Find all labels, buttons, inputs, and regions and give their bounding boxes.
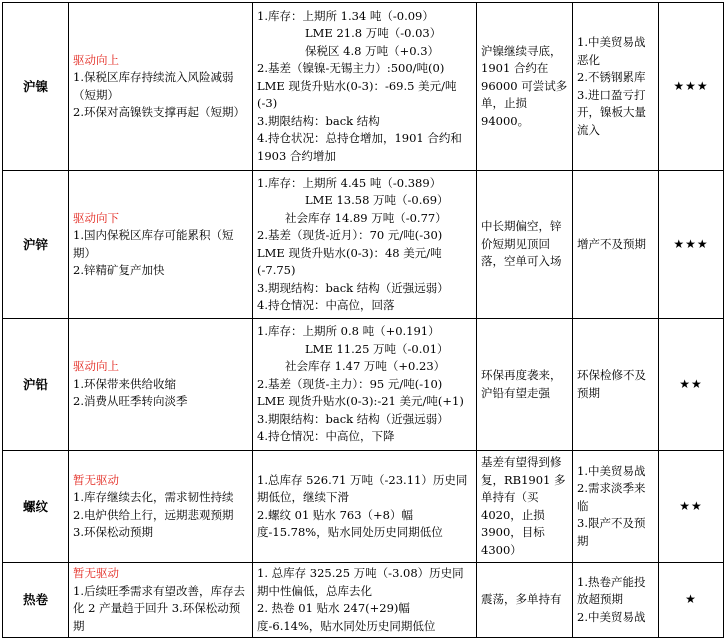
logic-item: 3.环保松动预期: [73, 525, 153, 539]
logic-cell: [69, 171, 253, 319]
driver-label: 暂无驱动: [73, 566, 119, 580]
logic-item: 2.锌精矿复产加快: [73, 263, 165, 277]
risk-cell: 1.中美贸易战 2.需求淡季来临 3.限产不及预期: [573, 451, 659, 563]
strategy-cell: 基差有望得到修复，RB1901 多单持有（买 4020，止损 3900，目标 4300）: [477, 451, 573, 563]
table-row: [3, 319, 724, 451]
fund-line: LME 21.8 万吨（-0.03）: [305, 26, 442, 41]
commodity-name: 沪铅: [3, 319, 69, 451]
logic-item: 2.环保对高镍铁支撑再起（短期）: [73, 105, 245, 119]
fund-line: LME 现货升贴水(0-3)：-69.5 美元/吨(-3): [257, 78, 457, 111]
strategy-cell: 沪镍继续寻底，1901 合约在 96000 可尝试多单，止损 94000。: [477, 3, 573, 171]
logic-item: 1.后续旺季需求有望改善，库存去化 2 产量趋于回升 3.环保松动预期: [73, 583, 245, 633]
fund-line: 社会库存 1.47 万吨（+0.23）: [285, 359, 446, 374]
table-row: [3, 3, 724, 171]
logic-item: 1.环保带来供给收缩: [73, 376, 176, 391]
fund-line: LME 现货升贴水(0-3):-21 美元/吨(+1): [257, 394, 464, 409]
fund-line: 1.库存：上期所 1.34 吨（-0.09）: [257, 8, 434, 23]
fund-line: 2.基差（镍镍-无锡主力）:500/吨(0): [257, 61, 445, 76]
commodity-name: 沪镍: [3, 3, 69, 171]
logic-cell: [69, 319, 253, 451]
fundamentals-cell: [253, 563, 477, 638]
risk-cell: 1.热卷产能投放超预期 2.中美贸易战: [573, 563, 659, 638]
logic-cell: [69, 3, 253, 171]
fund-line: LME 13.58 万吨（-0.69）: [305, 193, 449, 207]
fund-line: 保税区 4.8 万吨（+0.3）: [305, 43, 440, 58]
fund-line: 4.持仓情况：中高位，回落: [257, 298, 395, 312]
risk-cell: 1.中美贸易战恶化 2.不锈钢累库 3.进口盈亏打开，镍板大量流入: [573, 3, 659, 171]
fundamentals-cell: [253, 171, 477, 319]
strategy-cell: 震荡，多单持有: [477, 563, 573, 638]
fund-line: LME 现货升贴水(0-3)：48 美元/吨(-7.75): [257, 245, 442, 277]
commodity-name: 螺纹: [3, 451, 69, 563]
fundamentals-cell: [253, 3, 477, 171]
rating-stars: ★: [659, 563, 724, 638]
rating-stars: ★★: [659, 451, 724, 563]
driver-label: 暂无驱动: [73, 472, 119, 487]
table-wrapper: [2, 2, 724, 638]
table-row: [3, 451, 724, 563]
commodity-name: 热卷: [3, 563, 69, 638]
fund-line: 2.螺纹 01 贴水 763（+8）幅度-15.78%，贴水同处历史同期低位: [257, 507, 443, 539]
logic-cell: [69, 563, 253, 638]
rating-stars: ★★★: [659, 3, 724, 171]
strategy-cell: 中长期偏空，锌价短期见顶回落，空单可入场: [477, 171, 573, 319]
fund-line: 社会库存 14.89 万吨（-0.77）: [285, 210, 447, 225]
logic-item: 1.库存继续去化，需求韧性持续: [73, 490, 234, 504]
risk-cell: 环保检修不及预期: [573, 319, 659, 451]
rating-stars: ★★★: [659, 171, 724, 319]
table-row: [3, 563, 724, 638]
logic-item: 1.国内保税区库存可能累积（短期）: [73, 228, 234, 260]
table-row: [3, 171, 724, 319]
driver-label: 驱动向下: [73, 210, 119, 225]
commodity-name: 沪锌: [3, 171, 69, 319]
logic-item: 2.消费从旺季转向淡季: [73, 394, 188, 409]
rating-stars: ★★: [659, 319, 724, 451]
fund-line: LME 11.25 万吨（-0.01）: [305, 341, 449, 356]
fund-line: 3.期现结构：back 结构（近强远弱）: [257, 280, 449, 295]
logic-cell: [69, 451, 253, 563]
fund-line: 2. 热卷 01 贴水 247(+29)幅度-6.14%，贴水同处历史同期低位: [257, 601, 436, 633]
fund-line: 2.基差（现货-近月）：70 元/吨(-30): [257, 228, 443, 242]
fund-line: 1.库存：上期所 0.8 吨（+0.191）: [257, 324, 440, 339]
risk-cell: 增产不及预期: [573, 171, 659, 319]
fund-line: 3.期限结构：back 结构（近强远弱）: [257, 411, 449, 426]
fund-line: 1.总库存 526.71 万吨（-23.11）历史同期低位，继续下滑: [257, 472, 468, 504]
logic-item: 2.电炉供给上行，远期悲观预期: [73, 507, 234, 522]
driver-label: 驱动向上: [73, 52, 119, 67]
fund-line: 4.持仓情况：中高位，下降: [257, 429, 395, 444]
driver-label: 驱动向上: [73, 359, 119, 374]
strategy-cell: 环保再度袭来，沪铅有望走强: [477, 319, 573, 451]
fund-line: 1.库存：上期所 4.45 吨（-0.389）: [257, 175, 442, 190]
fund-line: 1. 总库存 325.25 万吨（-3.08）历史同期中性偏低，总库去化: [257, 566, 464, 598]
fundamentals-cell: [253, 451, 477, 563]
fundamentals-cell: [253, 319, 477, 451]
logic-item: 1.保税区库存持续流入风险减弱（短期）: [73, 70, 234, 102]
fund-line: 4.持仓状况：总持仓增加，1901 合约和 1903 合约增加: [257, 131, 462, 163]
commodity-table: [2, 2, 724, 638]
fund-line: 2.基差（现货-主力）：95 元/吨(-10): [257, 376, 443, 391]
fund-line: 3.期限结构：back 结构: [257, 113, 380, 128]
